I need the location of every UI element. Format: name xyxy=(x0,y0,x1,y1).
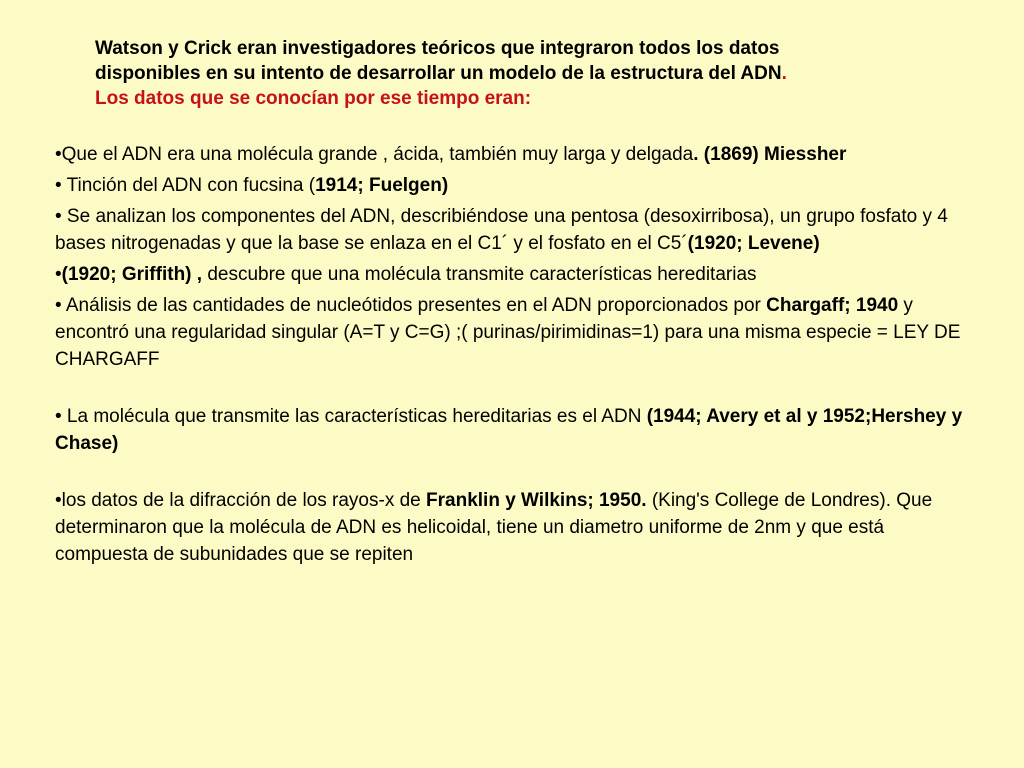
bullet-text: descubre que una molécula transmite características hereditarias xyxy=(202,264,757,285)
header-line-3: Los datos que se conocían por ese tiempo eran: xyxy=(95,88,532,109)
bullet-marker: • xyxy=(55,264,62,285)
bullet-chargaff xyxy=(55,292,965,373)
slide-header xyxy=(95,36,995,111)
bullet-citation: (1944; Avery et al y 1952;Hershey y Chase) xyxy=(55,406,963,454)
bullet-text: • Análisis de las cantidades de nucleótidos presentes en el ADN proporcionados por xyxy=(55,295,767,316)
bullet-list xyxy=(55,141,965,568)
bullet-franklin xyxy=(55,487,965,568)
bullet-miescher xyxy=(55,141,965,168)
bullet-avery xyxy=(55,403,965,457)
bullet-citation: (1920; Levene) xyxy=(687,233,820,254)
bullet-citation: Chargaff; 1940 xyxy=(766,295,899,316)
bullet-citation: Franklin y Wilkins; 1950. xyxy=(426,490,647,511)
bullet-text: •Que el ADN era una molécula grande , ácida, también muy larga y delgada xyxy=(55,144,694,165)
bullet-citation: 1914; Fuelgen) xyxy=(315,175,449,196)
header-line-2 xyxy=(95,61,995,86)
bullet-text: • La molécula que transmite las características hereditarias es el ADN xyxy=(55,406,647,427)
bullet-feulgen xyxy=(55,172,965,199)
bullet-citation: . (1869) Miessher xyxy=(693,144,847,165)
bullet-citation: (1920; Griffith) , xyxy=(61,264,203,285)
header-line-2-text: disponibles en su intento de desarrollar un modelo de la estructura del ADN xyxy=(95,63,782,84)
header-line-2-period: . xyxy=(781,63,787,84)
bullet-levene xyxy=(55,203,965,257)
header-line-1: Watson y Crick eran investigadores teóricos que integraron todos los datos xyxy=(95,38,780,59)
bullet-text: (King's College de Londres). Que determinaron que la molécula de ADN es helicoidal, tiene un diametro uniforme de 2nm y que está compuesta de subunidades que se repiten xyxy=(55,490,933,565)
bullet-text: • Tinción del ADN con fucsina ( xyxy=(55,175,316,196)
bullet-text: •los datos de la difracción de los rayos-x de xyxy=(55,490,427,511)
bullet-text: • Se analizan los componentes del ADN, describiéndose una pentosa (desoxirribosa), un grupo fosfato y 4 bases nitrogenadas y que la base se enlaza en el C1´ y el fosfato en el C5´ xyxy=(55,206,948,254)
bullet-text: y encontró una regularidad singular (A=T y C=G) ;( purinas/pirimidinas=1) para una misma especie = LEY DE CHARGAFF xyxy=(55,295,961,370)
bullet-griffith xyxy=(55,261,965,288)
